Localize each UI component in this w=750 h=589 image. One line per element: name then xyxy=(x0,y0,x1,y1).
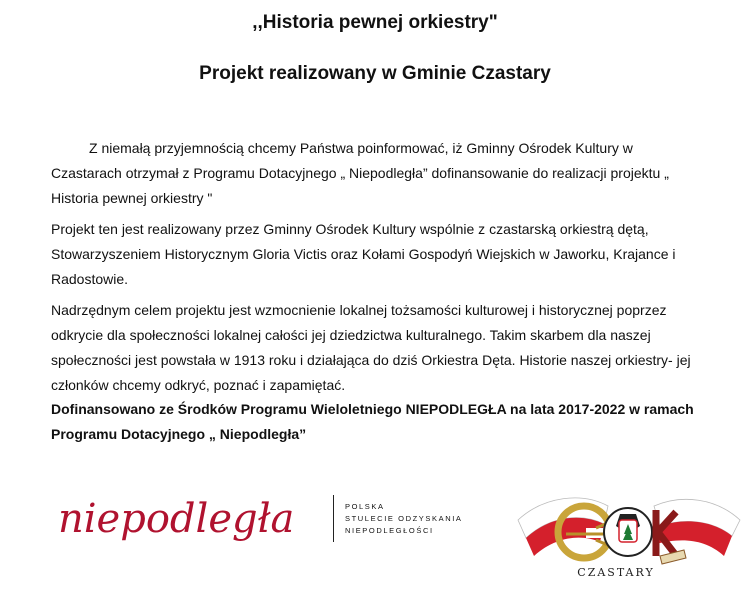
intro-paragraph: Z niemałą przyjemnością chcemy Państwa poinformować, iż Gminny Ośrodek Kultury w Czastarach otrzymał z Programu Dotacyjnego „ Niepodległa” dofinansowanie do realizacji projektu „ Historia pewnej orkiestry " xyxy=(51,140,669,206)
goal-paragraph: Nadrzędnym celem projektu jest wzmocnienie lokalnej tożsamości kulturowej i historycznej poprzez odkrycie dla społeczności lokalnej całości jej dziedzictwa kulturalnego. Takim skarbem dla naszej społeczności jest powstała w 1913 roku i działająca do dziś Orkiestra Dęta. Historie naszej orkiestry- jej członków chcemy odkryć, poznać i zapamiętać. xyxy=(51,302,691,393)
funding-note: Dofinansowano ze Środków Programu Wieloletniego NIEPODLEGŁA na lata 2017-2022 w ramach Programu Dotacyjnego „ Niepodległa” xyxy=(51,401,694,442)
document-subtitle: Projekt realizowany w Gminie Czastary xyxy=(199,63,551,84)
niepodlegla-wordmark: niepodległa xyxy=(58,496,295,542)
tagline-line: POLSKA xyxy=(345,502,385,511)
partners-paragraph: Projekt ten jest realizowany przez Gminny Ośrodek Kultury wspólnie z czastarską orkiestrą dętą, Stowarzyszeniem Historycznym Gloria Victis oraz Kołami Gospodyń Wiejskich w Jaworku, Krajance i Radostowie. xyxy=(51,221,676,287)
gok-czastary-logo xyxy=(504,484,748,584)
document-title: ,,Historia pewnej orkiestry" xyxy=(252,12,498,33)
niepodlegla-logo xyxy=(56,488,314,550)
logo-divider xyxy=(333,495,334,542)
tagline-line: NIEPODLEGŁOŚCI xyxy=(345,526,434,535)
niepodlegla-tagline xyxy=(345,501,463,537)
gok-caption: CZASTARY xyxy=(577,566,655,579)
tagline-line: STULECIE ODZYSKANIA xyxy=(345,514,463,523)
